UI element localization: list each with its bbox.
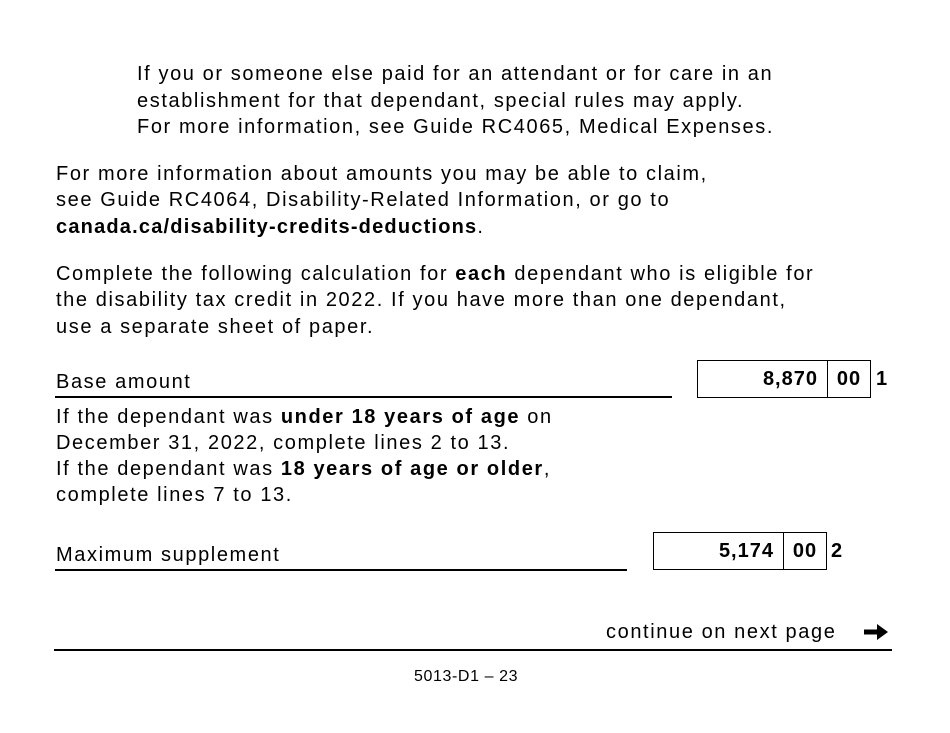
base-amount-cents: 00	[836, 368, 862, 390]
max-supplement-underline	[55, 569, 627, 571]
condition-a-line-1	[56, 404, 553, 431]
condition-b-pre: If the dependant was	[56, 458, 281, 480]
calc-intro-line-2: the disability tax credit in 2022. If you have more than one dependant,	[56, 289, 787, 311]
condition-b-bold: 18 years of age or older	[280, 458, 544, 480]
link-suffix: .	[477, 216, 485, 238]
condition-a-bold: under 18 years of age	[280, 406, 521, 428]
calc-intro-line-3: use a separate sheet of paper.	[56, 316, 375, 338]
calc-intro-pre: Complete the following calculation for	[56, 263, 456, 285]
page-bottom-rule	[54, 649, 892, 651]
disability-credits-link[interactable]: canada.ca/disability-credits-deductions	[56, 216, 478, 238]
line-number-2: 2	[831, 540, 843, 562]
base-amount-dollars: 8,870	[698, 361, 828, 397]
condition-b-line-1	[56, 456, 551, 483]
condition-a-line-2: December 31, 2022, complete lines 2 to 13.	[56, 432, 511, 454]
calc-intro-line-1	[56, 261, 814, 288]
line-number-1: 1	[876, 368, 888, 390]
more-info-line-1: For more information about amounts you may be able to claim,	[56, 163, 708, 185]
base-amount-label: Base amount	[56, 371, 192, 393]
max-supplement-cents: 00	[792, 540, 818, 562]
condition-a-post: on	[520, 406, 553, 428]
more-info-line-2: see Guide RC4064, Disability-Related Information, or go to	[56, 189, 671, 211]
more-info-line-3	[56, 214, 485, 241]
max-supplement-label: Maximum supplement	[56, 544, 281, 566]
calc-intro-bold: each	[455, 263, 508, 285]
intro-line-3: For more information, see Guide RC4065, Medical Expenses.	[137, 116, 775, 138]
condition-a-pre: If the dependant was	[56, 406, 281, 428]
intro-line-1: If you or someone else paid for an attendant or for care in an	[137, 63, 774, 85]
condition-b-line-2: complete lines 7 to 13.	[56, 484, 293, 506]
calc-intro-post: dependant who is eligible for	[507, 263, 815, 285]
max-supplement-dollars: 5,174	[654, 533, 784, 569]
base-amount-field[interactable]	[697, 360, 871, 398]
page-footer: 5013-D1 – 23	[414, 668, 519, 685]
arrow-right-icon	[862, 622, 890, 642]
condition-b-post: ,	[543, 458, 551, 480]
base-amount-underline	[55, 396, 672, 398]
max-supplement-field[interactable]	[653, 532, 827, 570]
intro-line-2: establishment for that dependant, special rules may apply.	[137, 90, 745, 112]
continue-text: continue on next page	[606, 621, 837, 643]
